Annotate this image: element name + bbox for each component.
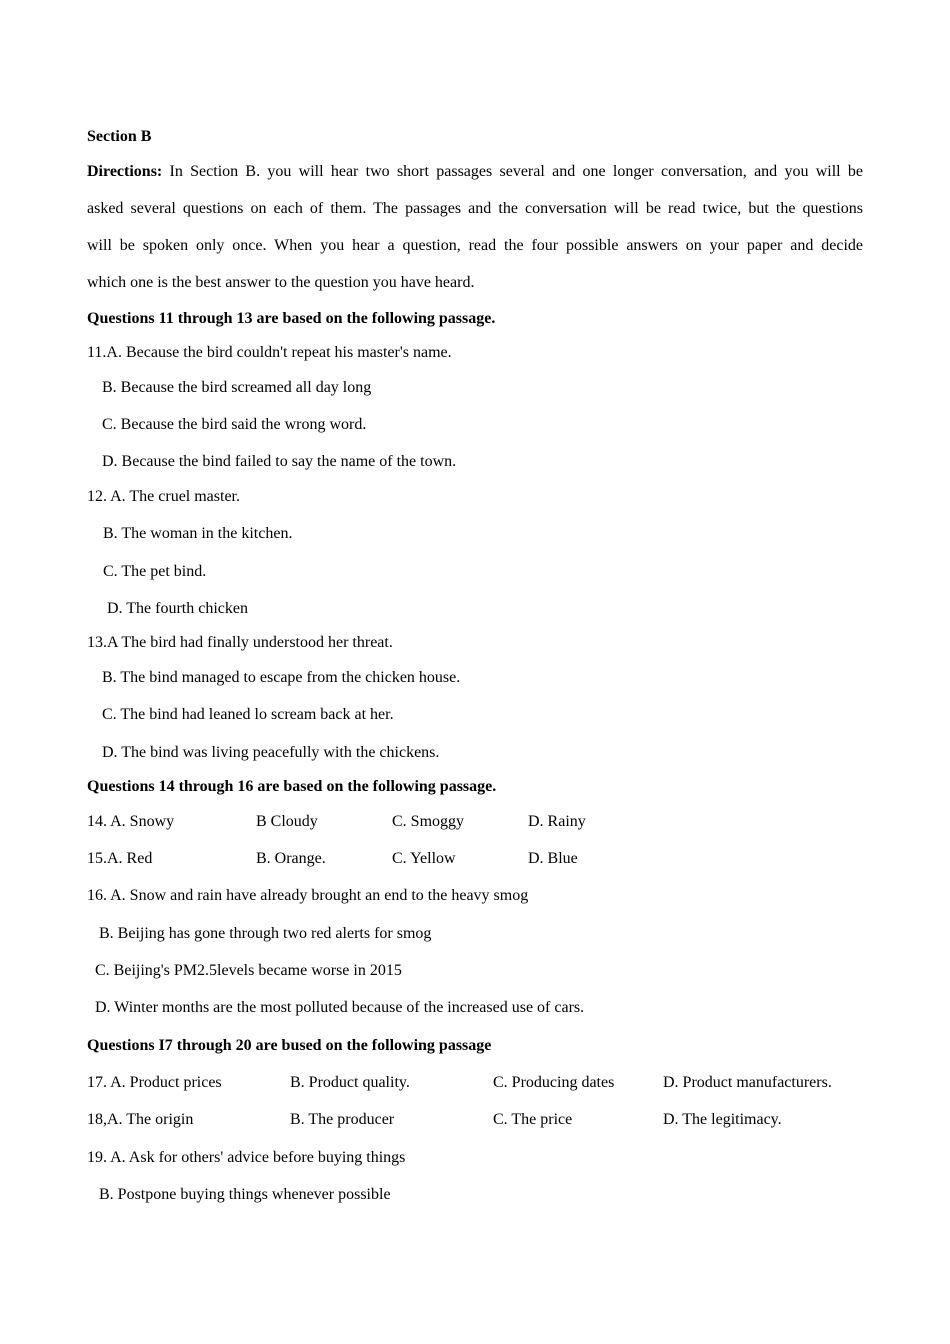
- q16-option-d: D. Winter months are the most polluted because of the increased use of cars.: [95, 999, 585, 1016]
- section-title: Section B: [87, 128, 152, 145]
- q12-option-c: C. The pet bind.: [103, 563, 207, 580]
- q14-option-c: C. Smoggy: [392, 813, 465, 830]
- q18-option-b: B. The producer: [290, 1111, 395, 1128]
- group3-heading: Questions I7 through 20 are bused on the following passage: [87, 1037, 492, 1054]
- group1-heading: Questions 11 through 13 are based on the following passage.: [87, 310, 496, 327]
- directions-line-2: asked several questions on each of them. The passages and the conversation will be read twice, but the questions: [87, 200, 863, 217]
- q17-option-d: D. Product manufacturers.: [663, 1074, 832, 1091]
- q15-option-d: D. Blue: [528, 850, 578, 867]
- q12-option-a: 12. A. The cruel master.: [87, 488, 240, 505]
- q18-option-d: D. The legitimacy.: [663, 1111, 782, 1128]
- q13-option-b: B. The bind managed to escape from the chicken house.: [102, 669, 461, 686]
- q11-option-b: B. Because the bird screamed all day long: [102, 379, 372, 396]
- q16-option-c: C. Beijing's PM2.5levels became worse in 2015: [95, 962, 402, 979]
- q12-option-b: B. The woman in the kitchen.: [103, 525, 293, 542]
- q15-option-a: 15.A. Red: [87, 850, 153, 867]
- q14-option-d: D. Rainy: [528, 813, 586, 830]
- directions-line-3: will be spoken only once. When you hear a question, read the four possible answers on your paper and decide: [87, 237, 863, 254]
- directions-line-4: which one is the best answer to the question you have heard.: [87, 274, 475, 291]
- q18-option-c: C. The price: [493, 1111, 573, 1128]
- q14-option-b: B Cloudy: [256, 813, 318, 830]
- q13-option-d: D. The bind was living peacefully with the chickens.: [102, 744, 440, 761]
- q19-option-a: 19. A. Ask for others' advice before buying things: [87, 1149, 406, 1166]
- directions-label: Directions:: [87, 163, 163, 180]
- q11-option-d: D. Because the bind failed to say the name of the town.: [102, 453, 457, 470]
- directions-text-1: In Section B. you will hear two short passages several and one longer conversation, and you will be: [169, 163, 864, 180]
- directions-line-1: [87, 162, 863, 182]
- q17-option-b: B. Product quality.: [290, 1074, 410, 1091]
- group2-heading: Questions 14 through 16 are based on the following passage.: [87, 778, 497, 795]
- q16-option-b: B. Beijing has gone through two red alerts for smog: [99, 925, 432, 942]
- q12-option-d: D. The fourth chicken: [107, 600, 248, 617]
- q17-option-c: C. Producing dates: [493, 1074, 615, 1091]
- q17-option-a: 17. A. Product prices: [87, 1074, 222, 1091]
- q14-option-a: 14. A. Snowy: [87, 813, 175, 830]
- q15-option-b: B. Orange.: [256, 850, 326, 867]
- q11-option-a: 11.A. Because the bird couldn't repeat his master's name.: [87, 344, 452, 361]
- q11-option-c: C. Because the bird said the wrong word.: [102, 416, 367, 433]
- q15-option-c: C. Yellow: [392, 850, 456, 867]
- q13-option-c: C. The bind had leaned lo scream back at her.: [102, 706, 394, 723]
- q16-option-a: 16. A. Snow and rain have already brought an end to the heavy smog: [87, 887, 529, 904]
- q19-option-b: B. Postpone buying things whenever possible: [99, 1186, 391, 1203]
- q18-option-a: 18,A. The origin: [87, 1111, 194, 1128]
- q13-option-a: 13.A The bird had finally understood her threat.: [87, 634, 393, 651]
